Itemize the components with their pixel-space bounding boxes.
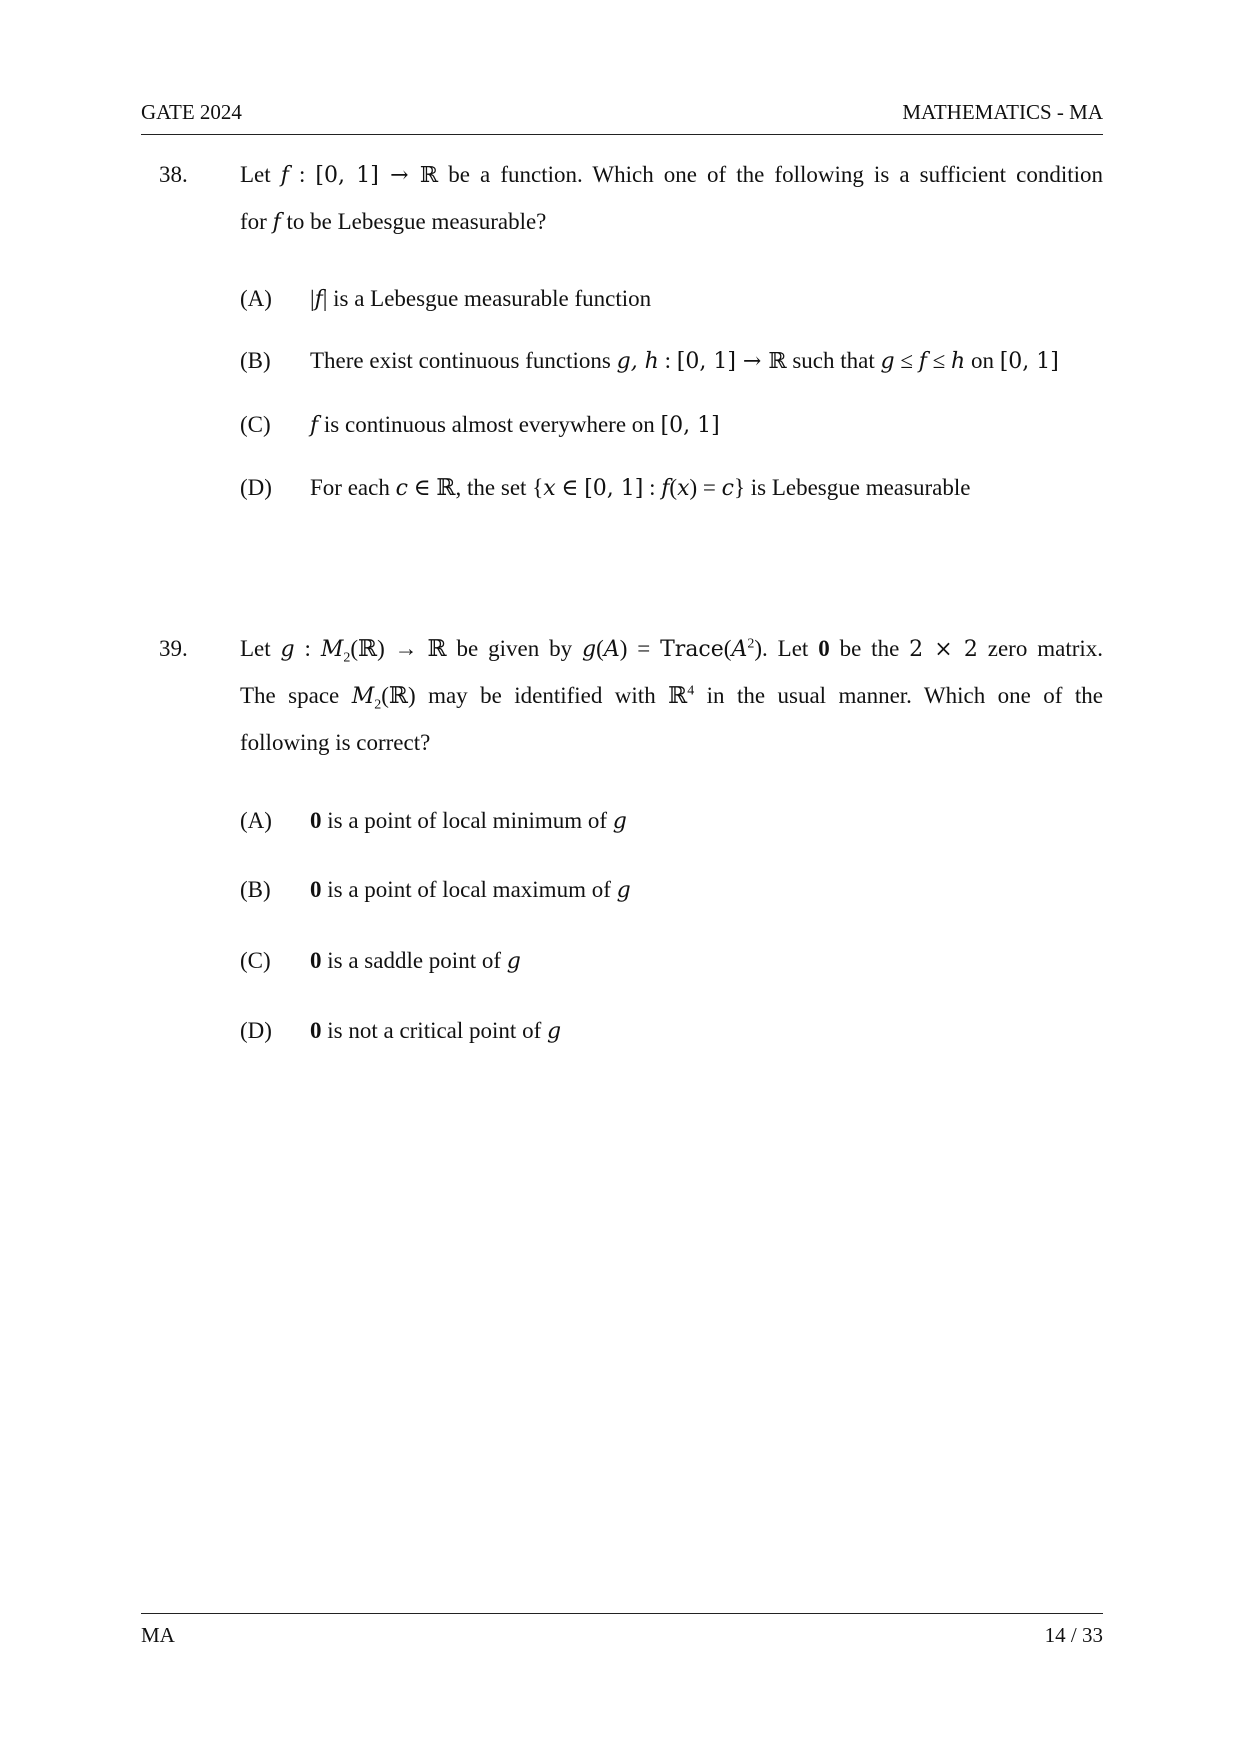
exam-name: GATE 2024 [141, 100, 242, 124]
option-d[interactable] [240, 1018, 561, 1044]
option-b[interactable] [240, 877, 631, 903]
question-number: 38. [159, 162, 188, 187]
question-stem: Let f : [0, 1] → ℝ be a function. Which one of the following is a sufficient condition for f to be Lebesgue measurable? [240, 162, 1104, 235]
option-label: (C) [240, 412, 271, 437]
page-footer [141, 1613, 1103, 1647]
option-label: (D) [240, 1018, 272, 1043]
option-label: (A) [240, 808, 272, 833]
question-number: 39. [159, 636, 188, 661]
option-text: 0 is not a critical point of g [310, 1018, 562, 1044]
option-c[interactable] [240, 412, 720, 438]
option-a[interactable] [240, 286, 651, 312]
subject-name: MATHEMATICS - MA [902, 100, 1103, 124]
option-label: (B) [240, 348, 271, 373]
option-text: 0 is a point of local minimum of g [310, 808, 627, 834]
page-header [141, 100, 1103, 135]
question-stem: Let g : $M_2(ℝ)$ → ℝ be given by $g(A) = Trace(A^2)$. Let 0 be the 2 × 2 zero matrix. The space $M_2(ℝ)$ may be identified with ℝ$^4$ in the usual manner. Which one of the following is correct? [240, 636, 1104, 755]
option-text: For each c ∈ ℝ, the set {x ∈ [0, 1] : f(x) = c} is Lebesgue measurable [310, 475, 971, 501]
option-label: (C) [240, 948, 271, 973]
option-c[interactable] [240, 948, 521, 974]
option-label: (A) [240, 286, 272, 311]
option-text: 0 is a saddle point of g [310, 948, 521, 974]
option-a[interactable] [240, 808, 627, 834]
option-text: |f| is a Lebesgue measurable function [310, 286, 652, 312]
option-text: 0 is a point of local maximum of g [310, 877, 631, 903]
page-number: 14 / 33 [1044, 1623, 1103, 1647]
option-text: There exist continuous functions g, h : [0, 1] → ℝ such that g ≤ f ≤ h on [0, 1] [310, 348, 1059, 374]
option-b[interactable] [240, 348, 1059, 374]
subject-code: MA [141, 1623, 175, 1647]
option-text: f is continuous almost everywhere on [0, 1] [310, 412, 720, 438]
option-label: (B) [240, 877, 271, 902]
option-d[interactable] [240, 475, 970, 501]
option-label: (D) [240, 475, 272, 500]
